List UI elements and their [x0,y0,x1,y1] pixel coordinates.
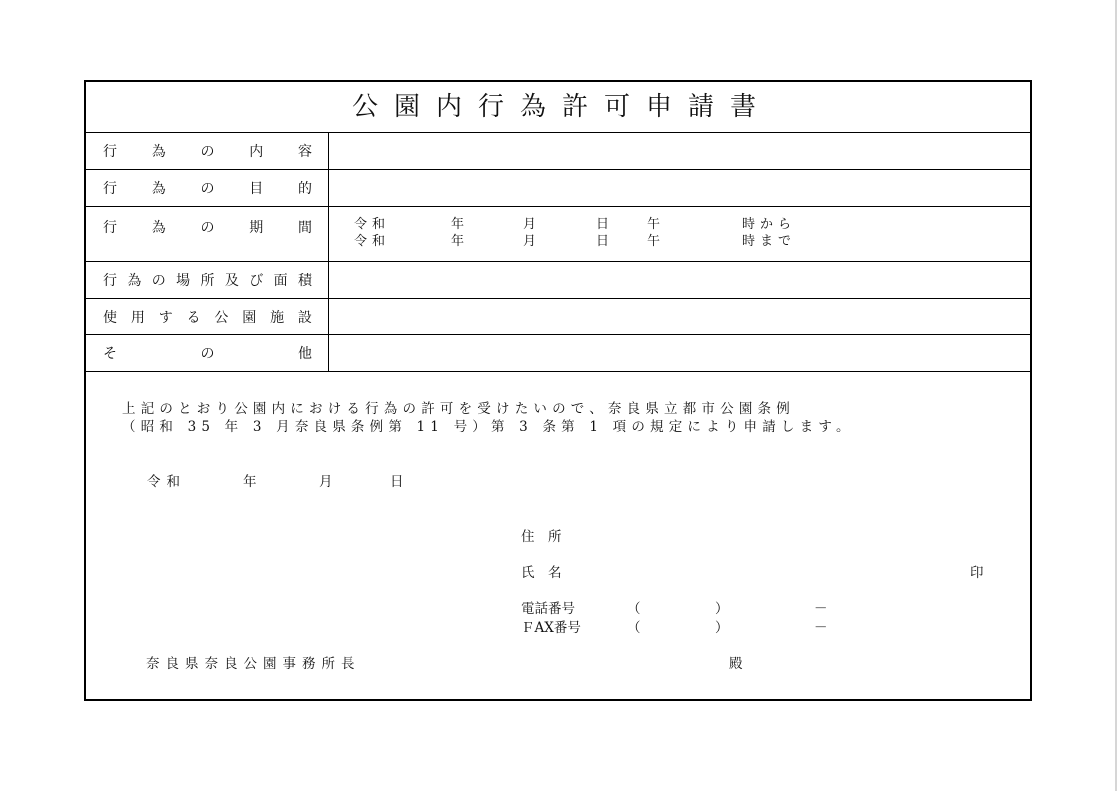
fax-paren-open: （ [627,620,641,636]
application-form [84,80,1032,701]
label-char: 容 [298,144,312,160]
label-char: の [200,144,215,160]
label-char: の [151,273,166,289]
label-char: 行 [103,181,117,197]
activity-place-field[interactable] [330,262,1030,298]
label-char: 使 [103,309,117,326]
year-label: 年 [451,217,470,232]
label-char: 行 [103,220,117,236]
label-char: 内 [249,144,264,160]
form-title: 公園内行為許可申請書 [86,82,1030,133]
label-char: び [249,273,264,289]
row-label [86,299,329,334]
label-char: 為 [151,220,166,236]
label-char: 為 [127,273,142,289]
label-char: の [200,346,215,362]
label-char: 他 [298,346,312,362]
row-activity-place-area [86,262,1030,299]
row-activity-purpose [86,170,1030,207]
label-char: 期 [249,220,264,236]
month-label: 月 [523,217,542,232]
label-char: 公 [214,309,229,326]
name-field[interactable] [596,560,956,584]
statement-line: 上記のとおり公園内における行為の許可を受けたいので、奈良県立都市公園条例 [122,401,795,417]
address-label: 住 所 [521,529,562,545]
honorific-label: 殿 [729,656,743,672]
label-char: そ [103,346,117,362]
day-label: 日 [596,217,615,232]
row-activity-period [86,207,1030,262]
label-char: 行 [103,273,117,289]
activity-period-field[interactable] [330,207,1030,261]
label-char: 所 [200,273,215,289]
label-char: 施 [270,309,285,326]
row-label [86,133,329,169]
hour-until-label: 時まで [742,234,797,249]
row-label [86,335,329,371]
phone-paren-open: （ [627,601,641,617]
label-char: る [186,309,201,326]
row-park-facility [86,299,1030,335]
row-activity-content [86,133,1030,170]
label-char: の [200,220,215,236]
label-char: 行 [103,144,117,160]
phone-paren-close: ） [715,601,729,617]
statement-line: （昭和 35 年 3 月奈良県条例第 11 号）第 3 条第 1 項の規定により申請します。 [122,419,855,435]
fax-paren-close: ） [715,620,729,636]
label-char: 目 [249,181,264,197]
seal-mark: 印 [970,565,984,581]
date-month-label: 月 [319,474,333,490]
application-statement [122,400,1002,436]
other-field[interactable] [330,335,1030,371]
year-label: 年 [451,234,470,249]
label-char: 及 [224,273,239,289]
addressee-label: 奈良県奈良公園事務所長 [146,656,361,672]
label-char: の [200,181,215,197]
era-label: 令和 [354,217,391,232]
label-char: す [158,309,173,326]
row-label [86,207,329,261]
name-label: 氏 名 [521,565,562,581]
month-label: 月 [523,234,542,249]
date-day-label: 日 [390,474,404,490]
era-label: 令和 [354,234,391,249]
label-char: 積 [298,273,312,289]
fax-dash: － [814,620,828,636]
ampm-label: 午 [647,234,666,249]
row-label [86,170,329,206]
page-edge [1115,0,1117,791]
label-char: 間 [298,220,312,236]
label-char: 場 [176,273,191,289]
fax-label: ＦAX番号 [521,620,581,636]
date-era-label: 令和 [147,474,186,490]
day-label: 日 [596,234,615,249]
activity-purpose-field[interactable] [330,170,1030,206]
label-char: 園 [242,309,257,326]
label-char: 為 [151,144,166,160]
label-char: 用 [130,309,145,326]
row-label [86,262,329,298]
label-char: 的 [298,181,312,197]
date-year-label: 年 [243,474,257,490]
label-char: 為 [151,181,166,197]
activity-content-field[interactable] [330,133,1030,169]
hour-from-label: 時から [742,217,797,232]
row-other [86,335,1030,372]
phone-dash: － [814,601,828,617]
ampm-label: 午 [647,217,666,232]
label-char: 設 [297,309,312,326]
park-facility-field[interactable] [330,299,1030,334]
address-field[interactable] [596,524,996,548]
label-char: 面 [273,273,288,289]
phone-label: 電話番号 [521,601,575,617]
